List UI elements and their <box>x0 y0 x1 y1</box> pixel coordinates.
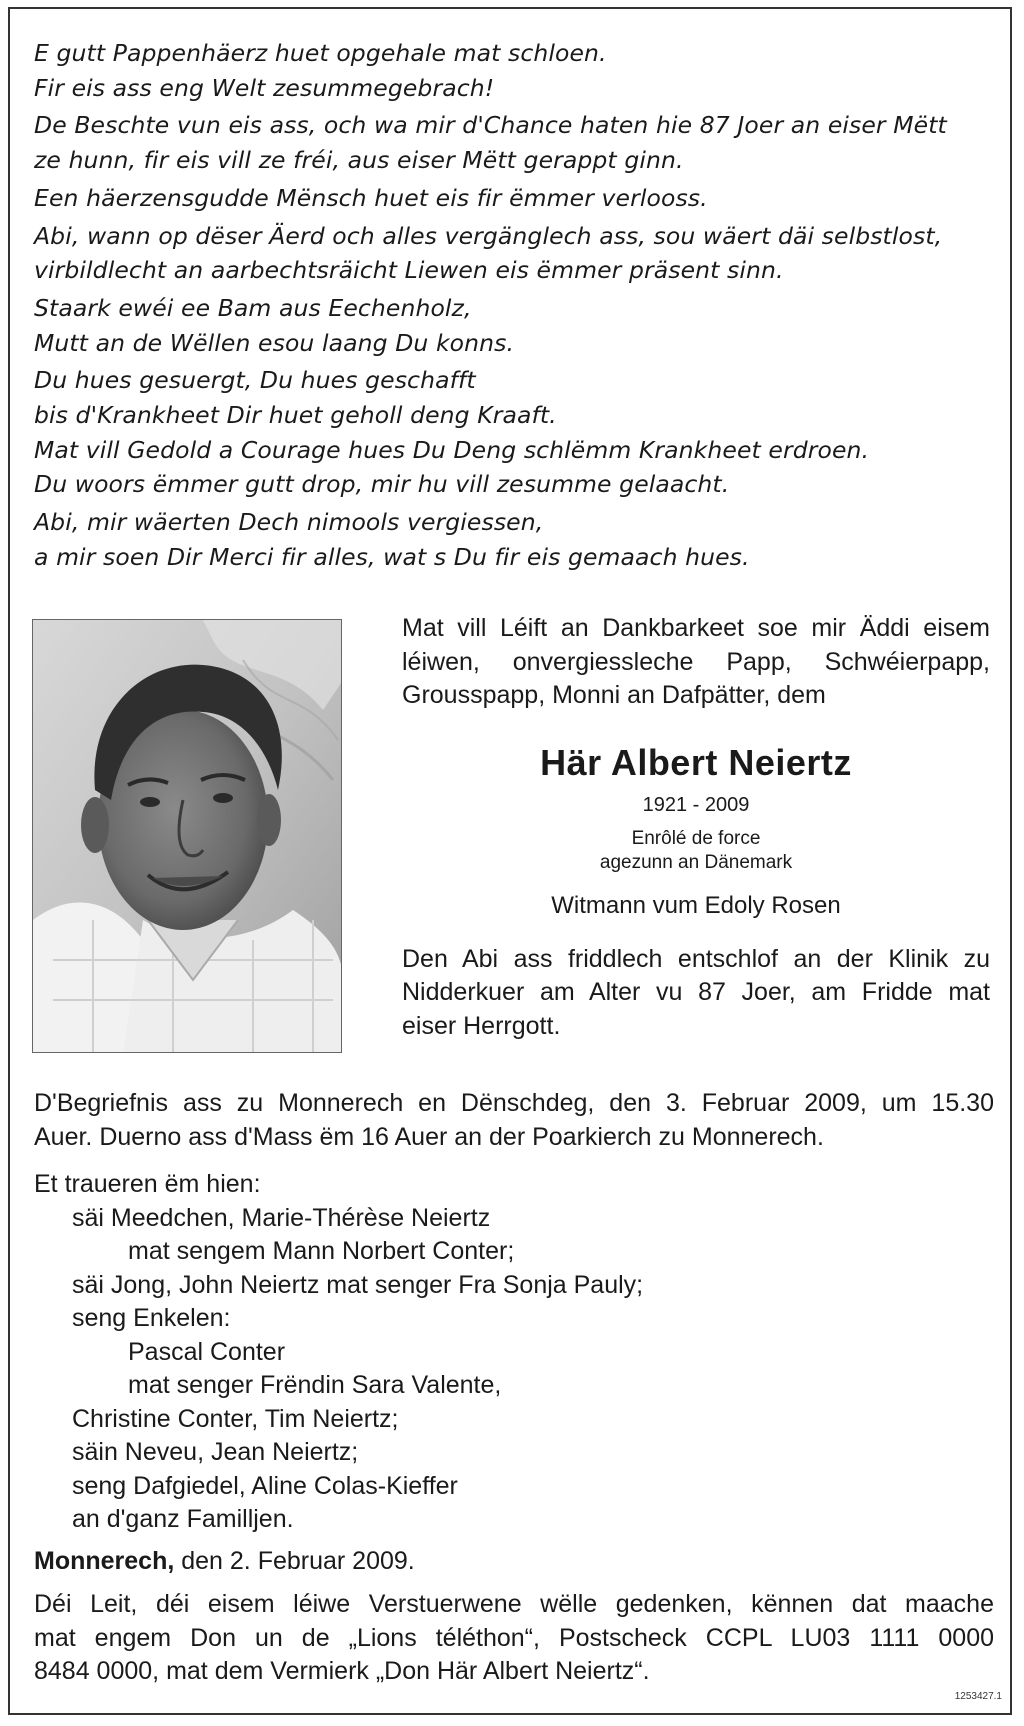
death-line: eiser Herrgott. <box>402 1011 561 1040</box>
dateline-place: Monnerech, <box>34 1546 175 1575</box>
right-column <box>402 612 990 1043</box>
intro-line: léiwen, onvergiessleche Papp, Schwéierpapp, <box>402 647 990 676</box>
reference-number: 1253427.1 <box>954 1691 1002 1702</box>
poem-stanza <box>34 36 994 105</box>
poem-line: Abi, mir wäerten Dech nimools vergiessen, <box>34 508 544 537</box>
mourner-entry: mat sengem Mann Norbert Conter; <box>128 1237 515 1265</box>
widower-line: Witmann vum Edoly Rosen <box>551 891 841 919</box>
poem-line: Fir eis ass eng Welt zesummegebrach! <box>34 73 495 102</box>
mourner-entry: säi Jong, John Neiertz mat senger Fra Sonja Pauly; <box>72 1270 644 1299</box>
poem-line: Du woors ëmmer gutt drop, mir hu vill zesumme gelaacht. <box>34 470 730 499</box>
poem-stanza <box>34 291 994 360</box>
donation-line: Déi Leit, déi eisem léiwe Verstuerwene wëlle gedenken, kënnen dat maache <box>34 1590 994 1618</box>
history-note <box>402 827 990 875</box>
spacer <box>34 1154 994 1168</box>
mourners-list <box>34 1168 994 1537</box>
death-line: Den Abi ass friddlech entschlof an der Klinik zu <box>402 944 990 973</box>
mourner-entry: Christine Conter, Tim Neiertz; <box>72 1404 399 1433</box>
donation-info <box>34 1588 994 1689</box>
poem-line: De Beschte vun eis ass, och wa mir d'Chance haten hie 87 Joer an eiser Mëtt <box>34 111 947 140</box>
mourners-heading: Et traueren ëm hien: <box>34 1170 261 1198</box>
poem-line: ze hunn, fir eis vill ze fréi, aus eiser Mëtt gerappt ginn. <box>34 146 684 175</box>
death-notice <box>402 943 990 1044</box>
donation-line: 8484 0000, mat dem Vermierk „Don Här Albert Neiertz“. <box>34 1657 650 1685</box>
poem-stanza <box>34 363 994 502</box>
mourner-entry: an d'ganz Familljen. <box>72 1505 294 1533</box>
mourner-entry: Pascal Conter <box>128 1337 286 1366</box>
memorial-poem <box>34 36 994 578</box>
mourner-entry: seng Dafgiedel, Aline Colas-Kieffer <box>72 1471 458 1500</box>
donation-line: mat engem Don un de „Lions téléthon“, Postscheck CCPL LU03 1111 0000 <box>34 1623 994 1652</box>
mourner-entry: säi Meedchen, Marie-Thérèse Neiertz <box>72 1203 491 1232</box>
intro-line: Mat vill Léift an Dankbarkeet soe mir Äddi eisem <box>402 614 990 642</box>
portrait-illustration <box>33 620 342 1053</box>
poem-line: Mat vill Gedold a Courage hues Du Deng schlëmm Krankheet erdroen. <box>34 435 870 464</box>
dateline <box>34 1545 994 1579</box>
mourner-entry: mat senger Frëndin Sara Valente, <box>128 1371 502 1399</box>
poem-line: E gutt Pappenhäerz huet opgehale mat schloen. <box>34 39 607 67</box>
portrait-photo <box>32 619 342 1053</box>
poem-line: a mir soen Dir Merci fir alles, wat s Du fir eis gemaach hues. <box>34 542 750 571</box>
mourner-entry: seng Enkelen: <box>72 1304 231 1332</box>
poem-stanza <box>34 505 994 574</box>
dateline-text <box>34 1545 994 1579</box>
mourner-entry: säin Neveu, Jean Neiertz; <box>72 1438 359 1466</box>
funeral-info <box>34 1087 994 1154</box>
history-note-line: agezunn an Dänemark <box>599 851 793 873</box>
funeral-line: D'Begriefnis ass zu Monnerech en Dënschdeg, den 3. Februar 2009, um 15.30 <box>34 1089 994 1117</box>
poem-line: virbildlecht an aarbechtsräicht Liewen eis ëmmer präsent sinn. <box>34 256 784 285</box>
deceased-name: Här Albert Neiertz <box>540 741 852 783</box>
poem-stanza <box>34 219 994 288</box>
farewell-intro <box>402 612 990 713</box>
poem-line: Mutt an de Wëllen esou laang Du konns. <box>34 328 515 357</box>
poem-line: Een häerzensgudde Mënsch huet eis fir ëmmer verlooss. <box>34 183 708 212</box>
spacer <box>34 1537 994 1545</box>
lower-section <box>34 1087 994 1689</box>
history-note-line: Enrôlé de force <box>631 827 761 849</box>
life-years: 1921 - 2009 <box>642 793 750 816</box>
poem-stanza <box>34 108 994 177</box>
intro-line: Grousspapp, Monni an Dafpätter, dem <box>402 681 826 709</box>
poem-line: Abi, wann op dëser Äerd och alles vergänglech ass, sou wäert däi selbstlost, <box>34 221 943 250</box>
poem-line: bis d'Krankheet Dir huet geholl deng Kraaft. <box>34 401 557 430</box>
dateline-date: den 2. Februar 2009. <box>174 1546 415 1575</box>
poem-stanza <box>34 181 994 216</box>
death-line: Nidderkuer am Alter vu 87 Joer, am Fridde mat <box>402 978 990 1006</box>
poem-line: Du hues gesuergt, Du hues geschafft <box>34 366 476 395</box>
funeral-line: Auer. Duerno ass d'Mass ëm 16 Auer an der Poarkierch zu Monnerech. <box>34 1122 824 1151</box>
poem-line: Staark ewéi ee Bam aus Eechenholz, <box>34 293 472 322</box>
